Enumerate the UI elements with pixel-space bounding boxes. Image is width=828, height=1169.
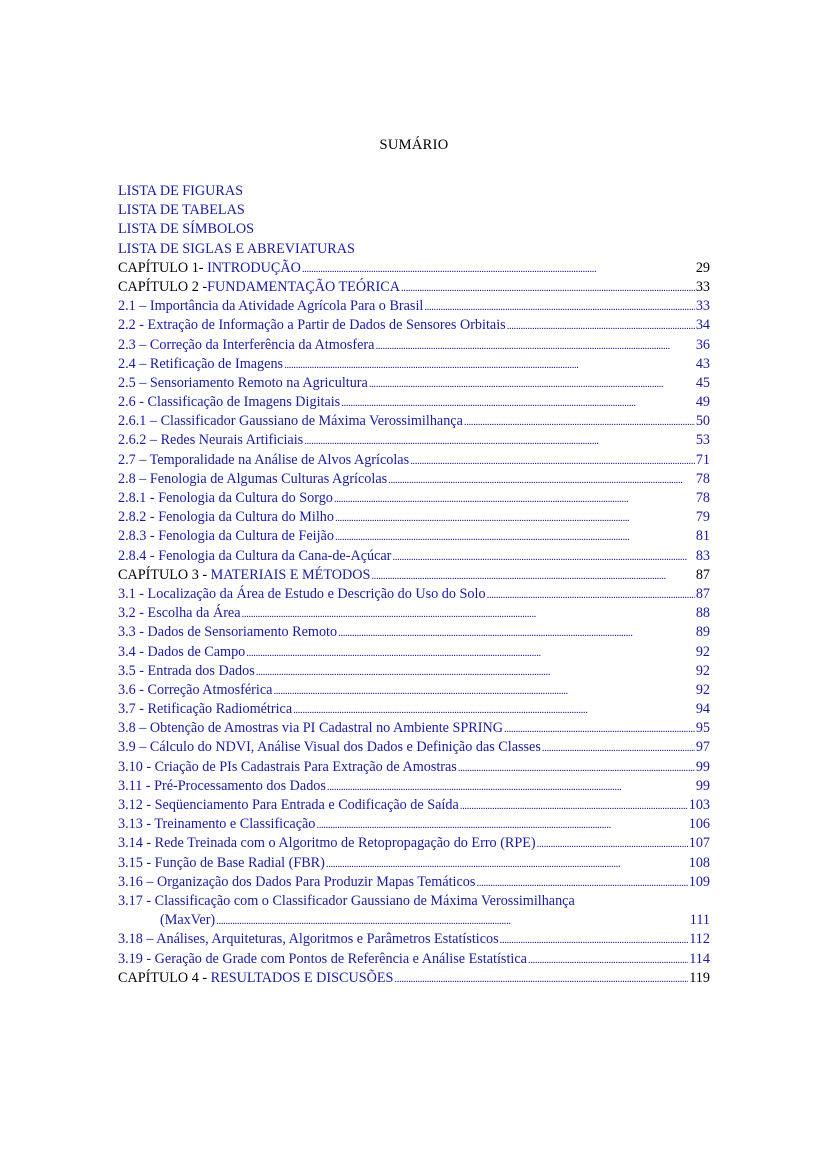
page-number: 29	[695, 259, 710, 276]
page-number: 83	[695, 547, 710, 564]
toc-entry-label[interactable]	[118, 700, 292, 719]
dot-leader	[284, 356, 695, 375]
toc-entry[interactable]	[118, 623, 710, 642]
page-number: 99	[695, 777, 710, 794]
page-number: 87	[695, 585, 710, 602]
dot-leader	[476, 874, 687, 893]
toc-entry-label[interactable]	[118, 873, 475, 892]
page-number: 94	[695, 701, 710, 718]
toc-entry-text[interactable]: FUNDAMENTAÇÃO TEÓRICA	[207, 278, 400, 295]
table-of-contents	[118, 182, 710, 988]
dot-leader	[500, 931, 689, 950]
toc-entry-text[interactable]: 2.8.3 - Fenologia da Cultura de Feijão	[118, 528, 334, 545]
dot-leader	[528, 951, 688, 970]
toc-entry-wrapped-line2[interactable]	[118, 911, 710, 930]
dot-leader	[394, 970, 688, 989]
page-number: 36	[695, 336, 710, 353]
toc-entry[interactable]	[118, 431, 710, 450]
toc-entry-text[interactable]: LISTA DE SÍMBOLOS	[118, 221, 255, 238]
toc-entry[interactable]	[118, 527, 710, 546]
toc-entry-label[interactable]	[118, 950, 527, 969]
dot-leader	[338, 624, 695, 643]
toc-entry-label[interactable]	[118, 489, 333, 508]
page-number: 97	[695, 739, 710, 756]
toc-entry[interactable]	[118, 508, 710, 527]
toc-entry[interactable]	[118, 201, 710, 220]
toc-entry-label[interactable]	[118, 297, 423, 316]
toc-entry[interactable]	[118, 969, 710, 988]
page-number: 119	[689, 969, 710, 986]
page-number: 45	[695, 374, 710, 391]
toc-entry[interactable]	[118, 259, 710, 278]
page-number: 88	[695, 605, 710, 622]
dot-leader	[326, 855, 688, 874]
toc-entry[interactable]	[118, 297, 710, 316]
page-number: 89	[695, 624, 710, 641]
dot-leader	[464, 413, 695, 432]
toc-entry-label[interactable]	[118, 393, 340, 412]
toc-entry[interactable]	[118, 336, 710, 355]
dot-leader	[410, 452, 695, 471]
toc-entry-label[interactable]	[118, 854, 325, 873]
toc-entry[interactable]	[118, 489, 710, 508]
dot-leader	[304, 432, 695, 451]
toc-entry-text[interactable]: LISTA DE TABELAS	[118, 202, 245, 219]
toc-entry[interactable]	[118, 182, 710, 201]
page-number: 107	[688, 835, 710, 852]
page-title: SUMÁRIO	[379, 137, 449, 153]
dot-leader	[334, 490, 695, 509]
toc-entry-text[interactable]: 3.14 - Rede Treinada com o Algoritmo de Retopropagação do Erro (RPE)	[118, 835, 536, 852]
page-number: 33	[695, 278, 710, 295]
toc-entry[interactable]	[118, 470, 710, 489]
toc-entry-label[interactable]	[118, 527, 334, 546]
page-number: 78	[695, 490, 710, 506]
chapter-prefix: CAPÍTULO 4 -	[118, 969, 211, 986]
page-number: 81	[695, 528, 710, 545]
page-number: 34	[695, 317, 710, 334]
toc-entry-text[interactable]: LISTA DE FIGURAS	[118, 183, 243, 199]
toc-entry-text[interactable]: 2.3 – Correção da Interferência da Atmosfera	[118, 336, 375, 353]
dot-leader	[388, 471, 695, 490]
dot-leader	[537, 835, 688, 854]
dot-leader	[392, 548, 694, 567]
toc-entry[interactable]	[118, 355, 710, 374]
toc-entry[interactable]	[118, 700, 710, 719]
toc-entry-label[interactable]	[118, 316, 506, 335]
toc-entry-label[interactable]	[118, 719, 503, 738]
toc-entry[interactable]	[118, 796, 710, 815]
toc-entry-text[interactable]: 2.5 – Sensoriamento Remoto na Agricultura	[118, 374, 368, 391]
dot-leader	[293, 701, 695, 720]
page-number: 78	[695, 470, 710, 487]
toc-entry[interactable]	[118, 662, 710, 681]
page-number: 79	[695, 509, 710, 526]
toc-entry[interactable]	[118, 374, 710, 393]
toc-entry-text[interactable]: 2.2 - Extração de Informação a Partir de Dados de Sensores Orbitais	[118, 317, 506, 334]
toc-entry[interactable]	[118, 604, 710, 623]
page-number: 106	[688, 816, 710, 833]
toc-entry-label[interactable]	[118, 681, 272, 700]
page-number: 43	[695, 355, 710, 372]
page-number: 99	[695, 758, 710, 775]
toc-entry[interactable]	[118, 738, 710, 757]
toc-entry-label[interactable]	[118, 585, 486, 604]
toc-entry[interactable]	[118, 240, 710, 259]
toc-entry-label[interactable]	[118, 355, 283, 374]
page-number: 92	[695, 681, 710, 698]
toc-entry-label[interactable]	[118, 796, 459, 815]
page-number: 92	[695, 662, 710, 679]
toc-entry-label[interactable]	[118, 738, 541, 757]
chapter-prefix: CAPÍTULO 2 -	[118, 278, 208, 295]
toc-entry-text[interactable]: RESULTADOS E DISCUSÕES	[210, 969, 394, 986]
dot-leader	[341, 394, 695, 413]
toc-entry-label[interactable]	[118, 182, 243, 201]
dot-leader	[460, 797, 688, 816]
toc-entry[interactable]	[118, 834, 710, 853]
dot-leader	[487, 586, 695, 605]
toc-entry-text[interactable]: 3.8 – Obtenção de Amostras via PI Cadastral no Ambiente SPRING	[118, 720, 503, 737]
toc-entry-text[interactable]: 3.9 – Cálculo do NDVI, Análise Visual dos Dados e Definição das Classes	[118, 739, 541, 756]
toc-entry-wrapped-line1[interactable]: 3.17 - Classificação com o Classificador Gaussiano de Máxima Verossimilhança	[118, 892, 575, 909]
dot-leader	[458, 759, 695, 778]
dot-leader	[371, 567, 694, 586]
toc-entry-text[interactable]: 3.7 - Retificação Radiométrica	[118, 701, 293, 718]
toc-entry-text[interactable]: 3.19 - Geração de Grade com Pontos de Referência e Análise Estatística	[118, 950, 527, 967]
dot-leader	[302, 260, 695, 279]
toc-entry-label[interactable]	[118, 969, 393, 988]
toc-entry-text[interactable]: 3.13 - Treinamento e Classificação	[118, 816, 316, 833]
page-number: 111	[689, 912, 710, 929]
page-number: 112	[689, 931, 710, 948]
page-number: 71	[695, 451, 710, 468]
toc-entry-text[interactable]: INTRODUÇÃO	[207, 259, 301, 276]
toc-entry-label[interactable]	[118, 930, 499, 949]
dot-leader	[369, 375, 695, 394]
toc-entry-label[interactable]	[118, 566, 370, 585]
toc-entry-text[interactable]: 3.2 - Escolha da Área	[118, 605, 241, 622]
toc-entry[interactable]	[118, 681, 710, 700]
page-number: 109	[688, 873, 710, 890]
toc-entry-label[interactable]	[118, 374, 368, 393]
page-number: 108	[688, 854, 710, 871]
dot-leader	[246, 644, 695, 663]
toc-entry-text[interactable]: 2.6.2 – Redes Neurais Artificiais	[118, 432, 304, 449]
toc-entry[interactable]	[118, 316, 710, 335]
toc-entry-label[interactable]	[118, 643, 245, 662]
dot-leader	[316, 816, 687, 835]
toc-entry-text[interactable]: 3.15 - Função de Base Radial (FBR)	[118, 854, 325, 871]
toc-entry-text[interactable]: 3.18 – Análises, Arquiteturas, Algoritmos e Parâmetros Estatísticos	[118, 931, 499, 948]
dot-leader	[242, 605, 695, 624]
page-number: 92	[695, 643, 710, 660]
toc-entry-label[interactable]	[118, 336, 374, 355]
toc-entry[interactable]	[118, 412, 710, 431]
dot-leader	[335, 528, 695, 547]
toc-entry-label[interactable]	[118, 758, 457, 777]
toc-entry-text[interactable]: (MaxVer)	[160, 912, 216, 929]
toc-entry-text[interactable]: 3.16 – Organização dos Dados Para Produzir Mapas Temáticos	[118, 873, 476, 890]
toc-entry-text[interactable]: 2.6.1 – Classificador Gaussiano de Máxima Verossimilhança	[118, 413, 463, 430]
chapter-prefix: CAPÍTULO 1-	[118, 259, 208, 276]
toc-entry[interactable]	[118, 393, 710, 412]
toc-entry[interactable]	[118, 777, 710, 796]
dot-leader	[375, 337, 694, 356]
dot-leader	[273, 682, 694, 701]
toc-entry-label[interactable]	[118, 604, 241, 623]
toc-entry-label[interactable]	[118, 547, 391, 566]
toc-entry-label[interactable]	[118, 470, 387, 489]
toc-entry[interactable]	[118, 643, 710, 662]
toc-entry-label[interactable]	[118, 623, 337, 642]
toc-entry[interactable]	[118, 930, 710, 949]
toc-entry-text[interactable]: 2.7 – Temporalidade na Análise de Alvos Agrícolas	[118, 451, 410, 468]
toc-entry[interactable]	[118, 815, 710, 834]
toc-entry[interactable]	[118, 547, 710, 566]
toc-entry-label[interactable]	[118, 240, 355, 259]
dot-leader	[256, 663, 695, 682]
toc-entry-label[interactable]	[118, 815, 315, 834]
toc-entry-text[interactable]: 2.8.4 - Fenologia da Cultura da Cana-de-Açúcar	[118, 547, 392, 564]
toc-entry[interactable]	[118, 451, 710, 470]
toc-entry-label[interactable]	[118, 508, 334, 527]
toc-entry-label[interactable]	[118, 662, 255, 681]
toc-entry-text[interactable]: 3.12 - Seqüenciamento Para Entrada e Codificação de Saída	[118, 797, 459, 813]
dot-leader	[401, 279, 695, 298]
toc-entry-label[interactable]	[118, 201, 245, 220]
page-number: 49	[695, 394, 710, 411]
dot-leader	[327, 778, 695, 797]
page-number: 33	[695, 298, 710, 315]
toc-entry-text[interactable]: 3.1 - Localização da Área de Estudo e Descrição do Uso do Solo	[118, 585, 486, 602]
page-number: 114	[689, 950, 710, 967]
dot-leader	[504, 720, 695, 739]
page-number: 50	[695, 413, 710, 430]
toc-entry-text[interactable]: 3.5 - Entrada dos Dados	[118, 662, 255, 679]
toc-entry[interactable]	[118, 719, 710, 738]
toc-entry-label[interactable]	[118, 259, 301, 278]
dot-leader	[507, 317, 695, 336]
dot-leader	[216, 912, 689, 931]
toc-entry-text[interactable]: 2.8 – Fenologia de Algumas Culturas Agrícolas	[118, 470, 388, 487]
toc-entry-text[interactable]: 2.6 - Classificação de Imagens Digitais	[118, 394, 341, 411]
dot-leader	[335, 509, 695, 528]
toc-entry[interactable]	[118, 585, 710, 604]
toc-entry-text[interactable]: MATERIAIS E MÉTODOS	[210, 566, 371, 583]
toc-entry[interactable]	[118, 220, 710, 239]
page-number: 53	[695, 432, 710, 449]
page-number: 95	[695, 720, 710, 737]
page-number: 103	[688, 797, 710, 813]
toc-entry-label[interactable]	[118, 220, 254, 239]
toc-entry-label[interactable]	[118, 412, 463, 431]
toc-entry-label[interactable]	[118, 278, 400, 297]
toc-entry-label[interactable]	[118, 431, 303, 450]
page-number: 87	[695, 566, 710, 583]
toc-entry-text[interactable]: 2.1 – Importância da Atividade Agrícola Para o Brasil	[118, 298, 424, 315]
toc-entry[interactable]	[118, 758, 710, 777]
toc-entry-text[interactable]: 3.11 - Pré-Processamento dos Dados	[118, 777, 326, 794]
toc-entry-text[interactable]: 2.8.2 - Fenologia da Cultura do Milho	[118, 509, 334, 526]
toc-entry-label[interactable]	[118, 777, 326, 796]
toc-entry-label[interactable]	[118, 834, 536, 853]
toc-entry-text[interactable]: 2.4 – Retificação de Imagens	[118, 355, 284, 372]
dot-leader	[542, 739, 695, 758]
toc-entry-text[interactable]: 3.10 - Criação de PIs Cadastrais Para Extração de Amostras	[118, 758, 457, 775]
toc-entry[interactable]	[118, 278, 710, 297]
toc-entry[interactable]	[118, 854, 710, 873]
toc-entry-text[interactable]: 3.3 - Dados de Sensoriamento Remoto	[118, 624, 338, 641]
toc-entry[interactable]	[118, 566, 710, 585]
chapter-prefix: CAPÍTULO 3 -	[118, 566, 211, 583]
dot-leader	[424, 298, 694, 317]
toc-entry[interactable]	[118, 873, 710, 892]
toc-entry-label[interactable]	[118, 451, 409, 470]
toc-entry-text[interactable]: 3.4 - Dados de Campo	[118, 643, 246, 660]
toc-entry-text[interactable]: 2.8.1 - Fenologia da Cultura do Sorgo	[118, 490, 333, 506]
toc-entry[interactable]	[118, 950, 710, 969]
toc-entry-text[interactable]: 3.6 - Correção Atmosférica	[118, 681, 273, 698]
toc-entry-text[interactable]: LISTA DE SIGLAS E ABREVIATURAS	[118, 240, 355, 257]
